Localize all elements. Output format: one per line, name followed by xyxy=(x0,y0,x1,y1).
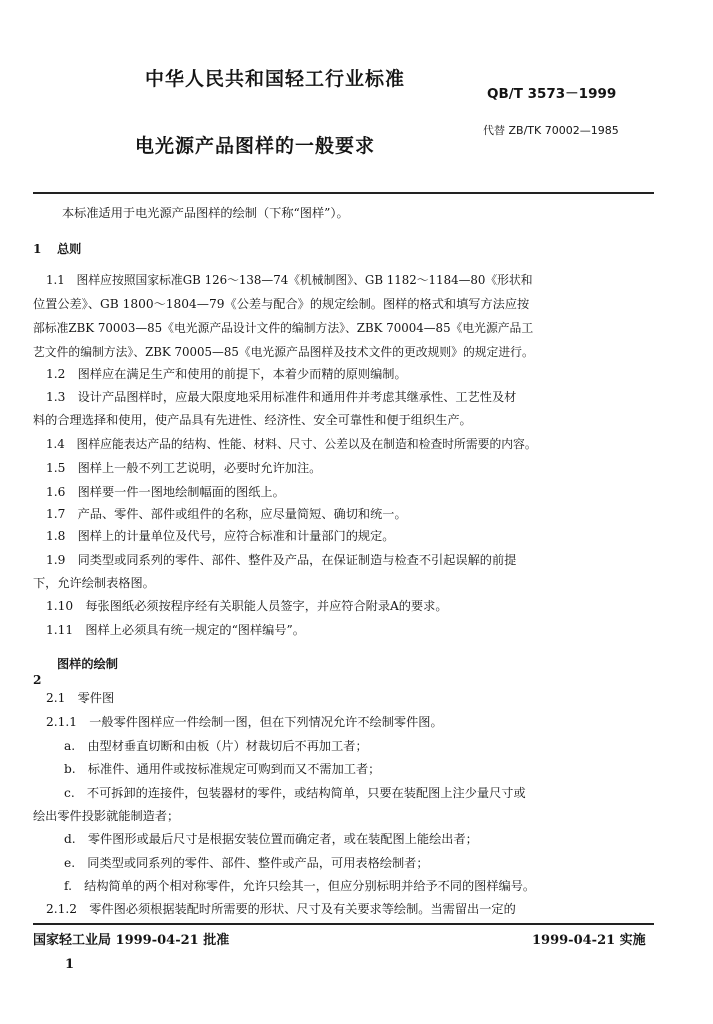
clause-1-8: 1.8 图样上的计量单位及代号，应符合标准和计量部门的规定。 xyxy=(46,529,395,543)
standard-code: QB/T 3573－1999 xyxy=(487,86,617,102)
list-item-c-line-1: c. 不可拆卸的连接件，包装器材的零件，或结构简单，只要在装配图上注少量尺寸或 xyxy=(64,786,526,800)
clause-1-9-line-2: 下，允许绘制表格图。 xyxy=(33,576,155,590)
header-rule xyxy=(33,192,654,194)
document-title: 电光源产品图样的一般要求 xyxy=(135,135,376,157)
effective-date: 1999-04-21 实施 xyxy=(532,933,646,948)
clause-1-1-line-2: 位置公差》、GB 1800～1804—79《公差与配合》的规定绘制。图样的格式和填写方法应按 xyxy=(33,297,530,311)
clause-1-4: 1.4 图样应能表达产品的结构、性能、材料、尺寸、公差以及在制造和检查时所需要的内容。 xyxy=(46,437,537,451)
clause-1-10: 1.10 每张图纸必须按程序经有关职能人员签字，并应符合附录A的要求。 xyxy=(46,599,448,613)
list-item-b: b. 标准件、通用件或按标准规定可购到而又不需加工者； xyxy=(64,762,381,776)
section-2-title: 图样的绘制 xyxy=(57,657,118,671)
replaces-standard: 代替 ZB/TK 70002—1985 xyxy=(483,124,619,137)
clause-1-1-line-4: 艺文件的编制方法》、ZBK 70005—85《电光源产品图样及技术文件的更改规则》的规定进行。 xyxy=(33,345,534,359)
section-1-title: 总则 xyxy=(57,242,82,256)
list-item-e: e. 同类型或同系列的零件、部件、整件或产品，可用表格绘制者； xyxy=(64,856,429,870)
clause-1-3-line-2: 料的合理选择和使用，使产品具有先进性、经济性、安全可靠性和便于组织生产。 xyxy=(33,413,472,427)
list-item-f: f. 结构简单的两个相对称零件，允许只绘其一，但应分别标明并给予不同的图样编号。 xyxy=(64,879,536,893)
clause-1-5: 1.5 图样上一般不列工艺说明，必要时允许加注。 xyxy=(46,461,322,475)
issuing-body-title: 中华人民共和国轻工行业标准 xyxy=(145,68,406,90)
section-1-number: 1 xyxy=(33,242,42,256)
intro-paragraph: 本标准适用于电光源产品图样的绘制（下称“图样”）。 xyxy=(62,206,349,220)
clause-1-6: 1.6 图样要一件一图地绘制幅面的图纸上。 xyxy=(46,485,285,499)
clause-1-3-line-1: 1.3 设计产品图样时，应最大限度地采用标准件和通用件并考虑其继承性、工艺性及材 xyxy=(46,390,517,404)
section-2-number: 2 xyxy=(33,673,42,687)
clause-1-11: 1.11 图样上必须具有统一规定的“图样编号”。 xyxy=(46,623,305,637)
page-number: 1 xyxy=(65,957,75,972)
clause-1-2: 1.2 图样应在满足生产和使用的前提下，本着少而精的原则编制。 xyxy=(46,367,407,381)
clause-1-9-line-1: 1.9 同类型或同系列的零件、部件、整件及产品，在保证制造与检查不引起误解的前提 xyxy=(46,553,517,567)
clause-1-7: 1.7 产品、零件、部件或组件的名称，应尽量简短、确切和统一。 xyxy=(46,507,407,521)
list-item-d: d. 零件图形或最后尺寸是根据安装位置而确定者，或在装配图上能绘出者； xyxy=(64,832,478,846)
clause-2-1-1: 2.1.1 一般零件图样应一件绘制一图，但在下列情况允许不绘制零件图。 xyxy=(46,715,443,729)
list-item-c-line-2: 绘出零件投影就能制造者； xyxy=(33,809,180,823)
clause-1-1-line-1: 1.1 图样应按照国家标准GB 126～138—74《机械制图》、GB 1182～1184—80《形状和 xyxy=(46,273,533,287)
clause-1-1-line-3: 部标准ZBK 70003—85《电光源产品设计文件的编制方法》、ZBK 70004—85《电光源产品工 xyxy=(33,321,534,335)
clause-2-1: 2.1 零件图 xyxy=(46,691,115,705)
footer-rule xyxy=(33,923,654,925)
clause-2-1-2: 2.1.2 零件图必须根据装配时所需要的形状、尺寸及有关要求等绘制。当需留出一定的 xyxy=(46,902,516,916)
list-item-a: a. 由型材垂直切断和由板（片）材裁切后不再加工者； xyxy=(64,739,368,753)
approval-date: 国家轻工业局 1999-04-21 批准 xyxy=(33,933,230,948)
